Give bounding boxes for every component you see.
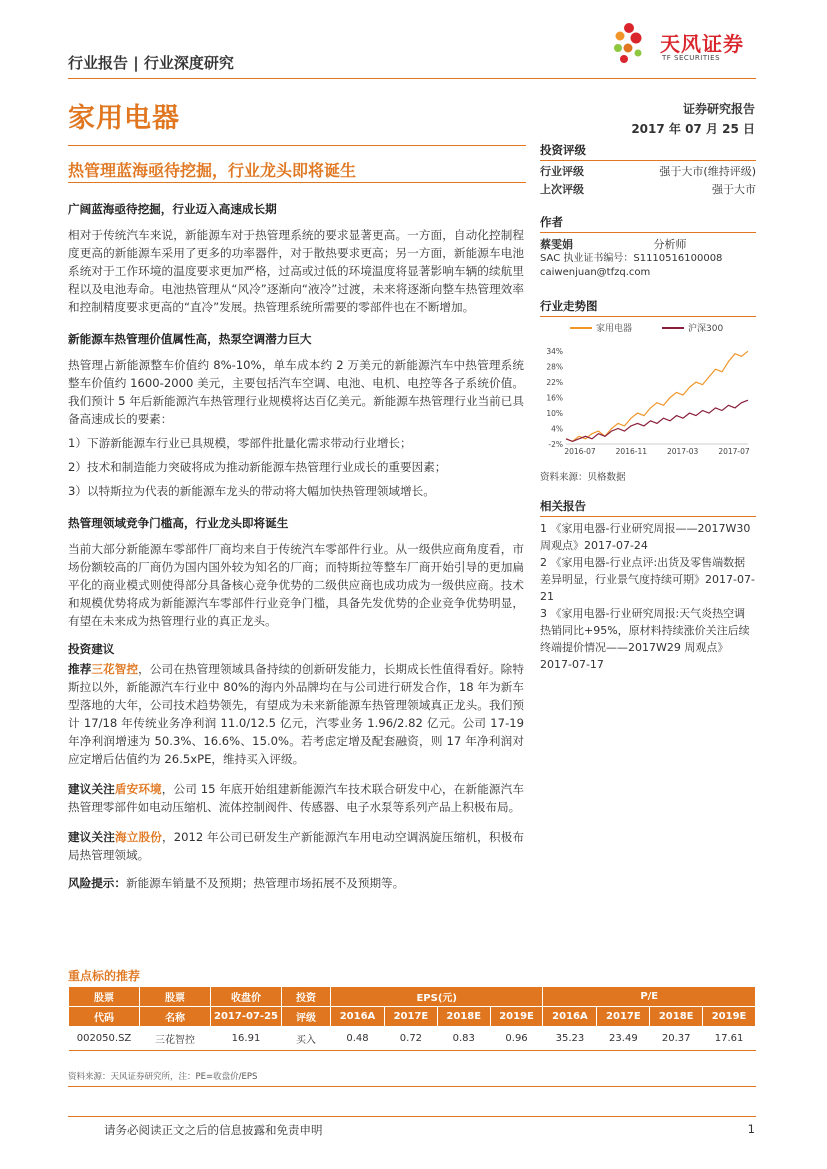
series-line [566, 351, 748, 441]
brand-name-en: TF SECURITIES [662, 54, 721, 62]
series-line [566, 400, 748, 441]
stock-name: 盾安环境 [114, 782, 162, 796]
logo [610, 22, 760, 72]
page-number: 1 [747, 1122, 755, 1136]
headline: 热管理蓝海亟待挖掘，行业龙头即将诞生 [68, 161, 357, 180]
paragraph: 当前大部分新能源车零部件厂商均来自于传统汽车零部件行业。从一级供应商角度看，市场份额较高的厂商仍为国内国外较为知名的厂商；而特斯拉等整车厂商开始引导的更加扁平化的商业模式则使得部分具备核心竞争优势的二级供应商也成功成为一级供应商。技术和规模优势将成为新能源汽车零部件行业竞争门槛，具备先发优势的企业竞争优势明显，有望在未来成为热管理行业的真正龙头。 [68, 542, 524, 628]
related-report[interactable]: 3 《家用电器-行业研究周报:天气炎热空调热销同比+95%，原材料持续涨价关注后续终端提价情况——2017W29 周观点》 2017-07-17 [540, 607, 750, 671]
y-tick-label: 34% [546, 347, 563, 357]
legend-label: 家用电器 [596, 324, 633, 334]
main-body [68, 200, 524, 892]
chart-source: 资料来源：贝格数据 [540, 472, 626, 483]
table-bottom-rule [68, 1086, 756, 1087]
section-title: 广阔蓝海亟待挖掘，行业迈入高速成长期 [68, 202, 277, 216]
trend-title: 行业走势图 [540, 298, 756, 317]
sector-title: 家用电器 [68, 103, 180, 134]
report-category: 行业报告 | 行业深度研究 [68, 54, 234, 72]
table-note: 资料来源：天风证券研究所，注：PE=收盘价/EPS [68, 1072, 258, 1082]
author-cert: SAC 执业证书编号：S1110516100008 [540, 253, 723, 264]
y-tick-label: 22% [546, 378, 563, 388]
recommendation: 建议关注海立股份，2012 年公司已研发生产新能源汽车用电动空调涡旋压缩机，积极布局热管理领域。 [68, 830, 524, 862]
table-header-row: 股票 股票 收盘价 投资 EPS(元) P/E [69, 987, 756, 1007]
industry-trend-chart [540, 316, 756, 466]
risk-note: 风险提示：新能源车销量不及预期；热管理市场拓展不及预期等。 [68, 876, 405, 890]
rating-title: 投资评级 [540, 142, 756, 161]
header-divider [68, 78, 756, 79]
paragraph: 相对于传统汽车来说，新能源车对于热管理系统的要求显著更高。一方面，自动化控制程度更高的新能源车采用了更多的功率器件，对于散热要求更高；另一方面，新能源车电池系统对于工作环境的温度要求更加严格，过高或过低的环境温度将显著影响车辆的续航里程以及电池寿命。电池热管理从“风冷”逐渐向“液冷”过渡，未来将逐渐向整车热管理效率和控制精度要求更高的“直冷”发展。热管理系统所需要的零部件也在不断增加。 [68, 228, 524, 314]
rating-row: 行业评级 强于大市(维持评级) [540, 165, 756, 178]
section-title: 热管理领域竞争门槛高，行业龙头即将诞生 [68, 516, 289, 530]
section-title: 新能源车热管理价值属性高，热泵空调潜力巨大 [68, 332, 312, 346]
headline-bottom-rule [68, 182, 526, 183]
stock-name: 三花智控 [91, 662, 139, 676]
report-date: 2017 年 07 月 25 日 [631, 122, 755, 136]
related-box [540, 498, 756, 673]
legend-label: 沪深300 [688, 324, 724, 334]
related-report[interactable]: 2 《家用电器-行业点评:出货及零售端数据差异明显，行业景气度持续可期》2017-07-21 [540, 556, 755, 603]
rating-row: 上次评级 强于大市 [540, 183, 756, 196]
paragraph: 热管理占新能源整车价值约 8%-10%，单车成本约 2 万美元的新能源汽车中热管理系统整车价值约 1600-2000 美元，主要包括汽车空调、电池、电机、电控等各子系统价值。我们预计 5 年后新能源汽车热管理行业规模将达百亿美元。新能源车热管理行业当前已具备高速成长的要素： [68, 358, 524, 426]
logo-icon [610, 22, 656, 68]
section-title: 投资建议 [68, 642, 115, 656]
footer-divider [68, 1116, 756, 1117]
y-tick-label: 16% [546, 393, 563, 403]
y-tick-label: -2% [548, 440, 563, 449]
author-role: 分析师 [653, 238, 687, 251]
y-tick-label: 10% [546, 409, 563, 419]
recommendation: 推荐三花智控，公司在热管理领域具备持续的创新研发能力，长期成长性值得看好。除特斯拉以外，新能源汽车行业中 80%的海内外品牌均在与公司进行研发合作，18 年为新车型落地的大年，公司技术趋势领先，有望成为未来新能源车热管理领域真正龙头。我们预计 17/18 年传统业务净利润 11.0/12.5 亿元，汽零业务 1.96/2.82 亿元。公司 17-19 年净利润增速为 50.3%、16.6%、15.0%。若考虑定增及配套融资，则 17 年净利润对应定增后估值约为 26.5xPE，维持买入评级。 [68, 662, 524, 766]
author-email: caiwenjuan@tfzq.com [540, 267, 651, 278]
headline-top-rule [68, 145, 526, 146]
x-tick-label: 2017-03 [666, 447, 699, 456]
y-tick-label: 4% [551, 424, 563, 434]
x-tick-label: 2016-07 [564, 447, 596, 456]
list-item: 1）下游新能源车行业已具规模，零部件批量化需求带动行业增长； [68, 436, 412, 450]
recommendation: 建议关注盾安环境，公司 15 年底开始组建新能源汽车技术联合研发中心，在新能源汽车热管理零部件如电动压缩机、流体控制阀件、传感器、电子水泵等系列产品上积极布局。 [68, 782, 524, 814]
recommendation-table [68, 986, 756, 1051]
trend-chart-svg [540, 316, 756, 466]
report-type: 证券研究报告 [682, 102, 755, 116]
stock-name: 海立股份 [114, 830, 162, 844]
trend-box [540, 298, 756, 317]
list-item: 3）以特斯拉为代表的新能源车龙头的带动将大幅加快热管理领域增长。 [68, 484, 435, 498]
x-tick-label: 2016-11 [615, 447, 648, 456]
related-report[interactable]: 1 《家用电器-行业研究周报——2017W30 周观点》2017-07-24 [540, 522, 751, 552]
y-tick-label: 28% [546, 362, 563, 372]
table-header-row: 代码 名称 2017-07-25 评级 2016A 2017E 2018E 2019E 2016A 2017E 2018E 2019E [69, 1007, 756, 1027]
author-title: 作者 [540, 214, 756, 233]
author-name: 蔡雯娟 [540, 238, 573, 251]
list-item: 2）技术和制造能力突破将成为推动新能源车热管理行业成长的重要因素； [68, 460, 447, 474]
rating-box [540, 142, 756, 199]
brand-name: 天风证券 [660, 32, 744, 56]
x-tick-label: 2017-07 [718, 447, 750, 456]
author-line [540, 237, 756, 252]
table-title: 重点标的推荐 [68, 969, 141, 983]
related-title: 相关报告 [540, 498, 756, 517]
footer-disclaimer: 请务必阅读正文之后的信息披露和免责申明 [104, 1123, 323, 1137]
author-box [540, 214, 756, 280]
table-row: 002050.SZ 三花智控 16.91 买入 0.48 0.72 0.83 0.96 35.23 23.49 20.37 17.61 [69, 1027, 756, 1051]
